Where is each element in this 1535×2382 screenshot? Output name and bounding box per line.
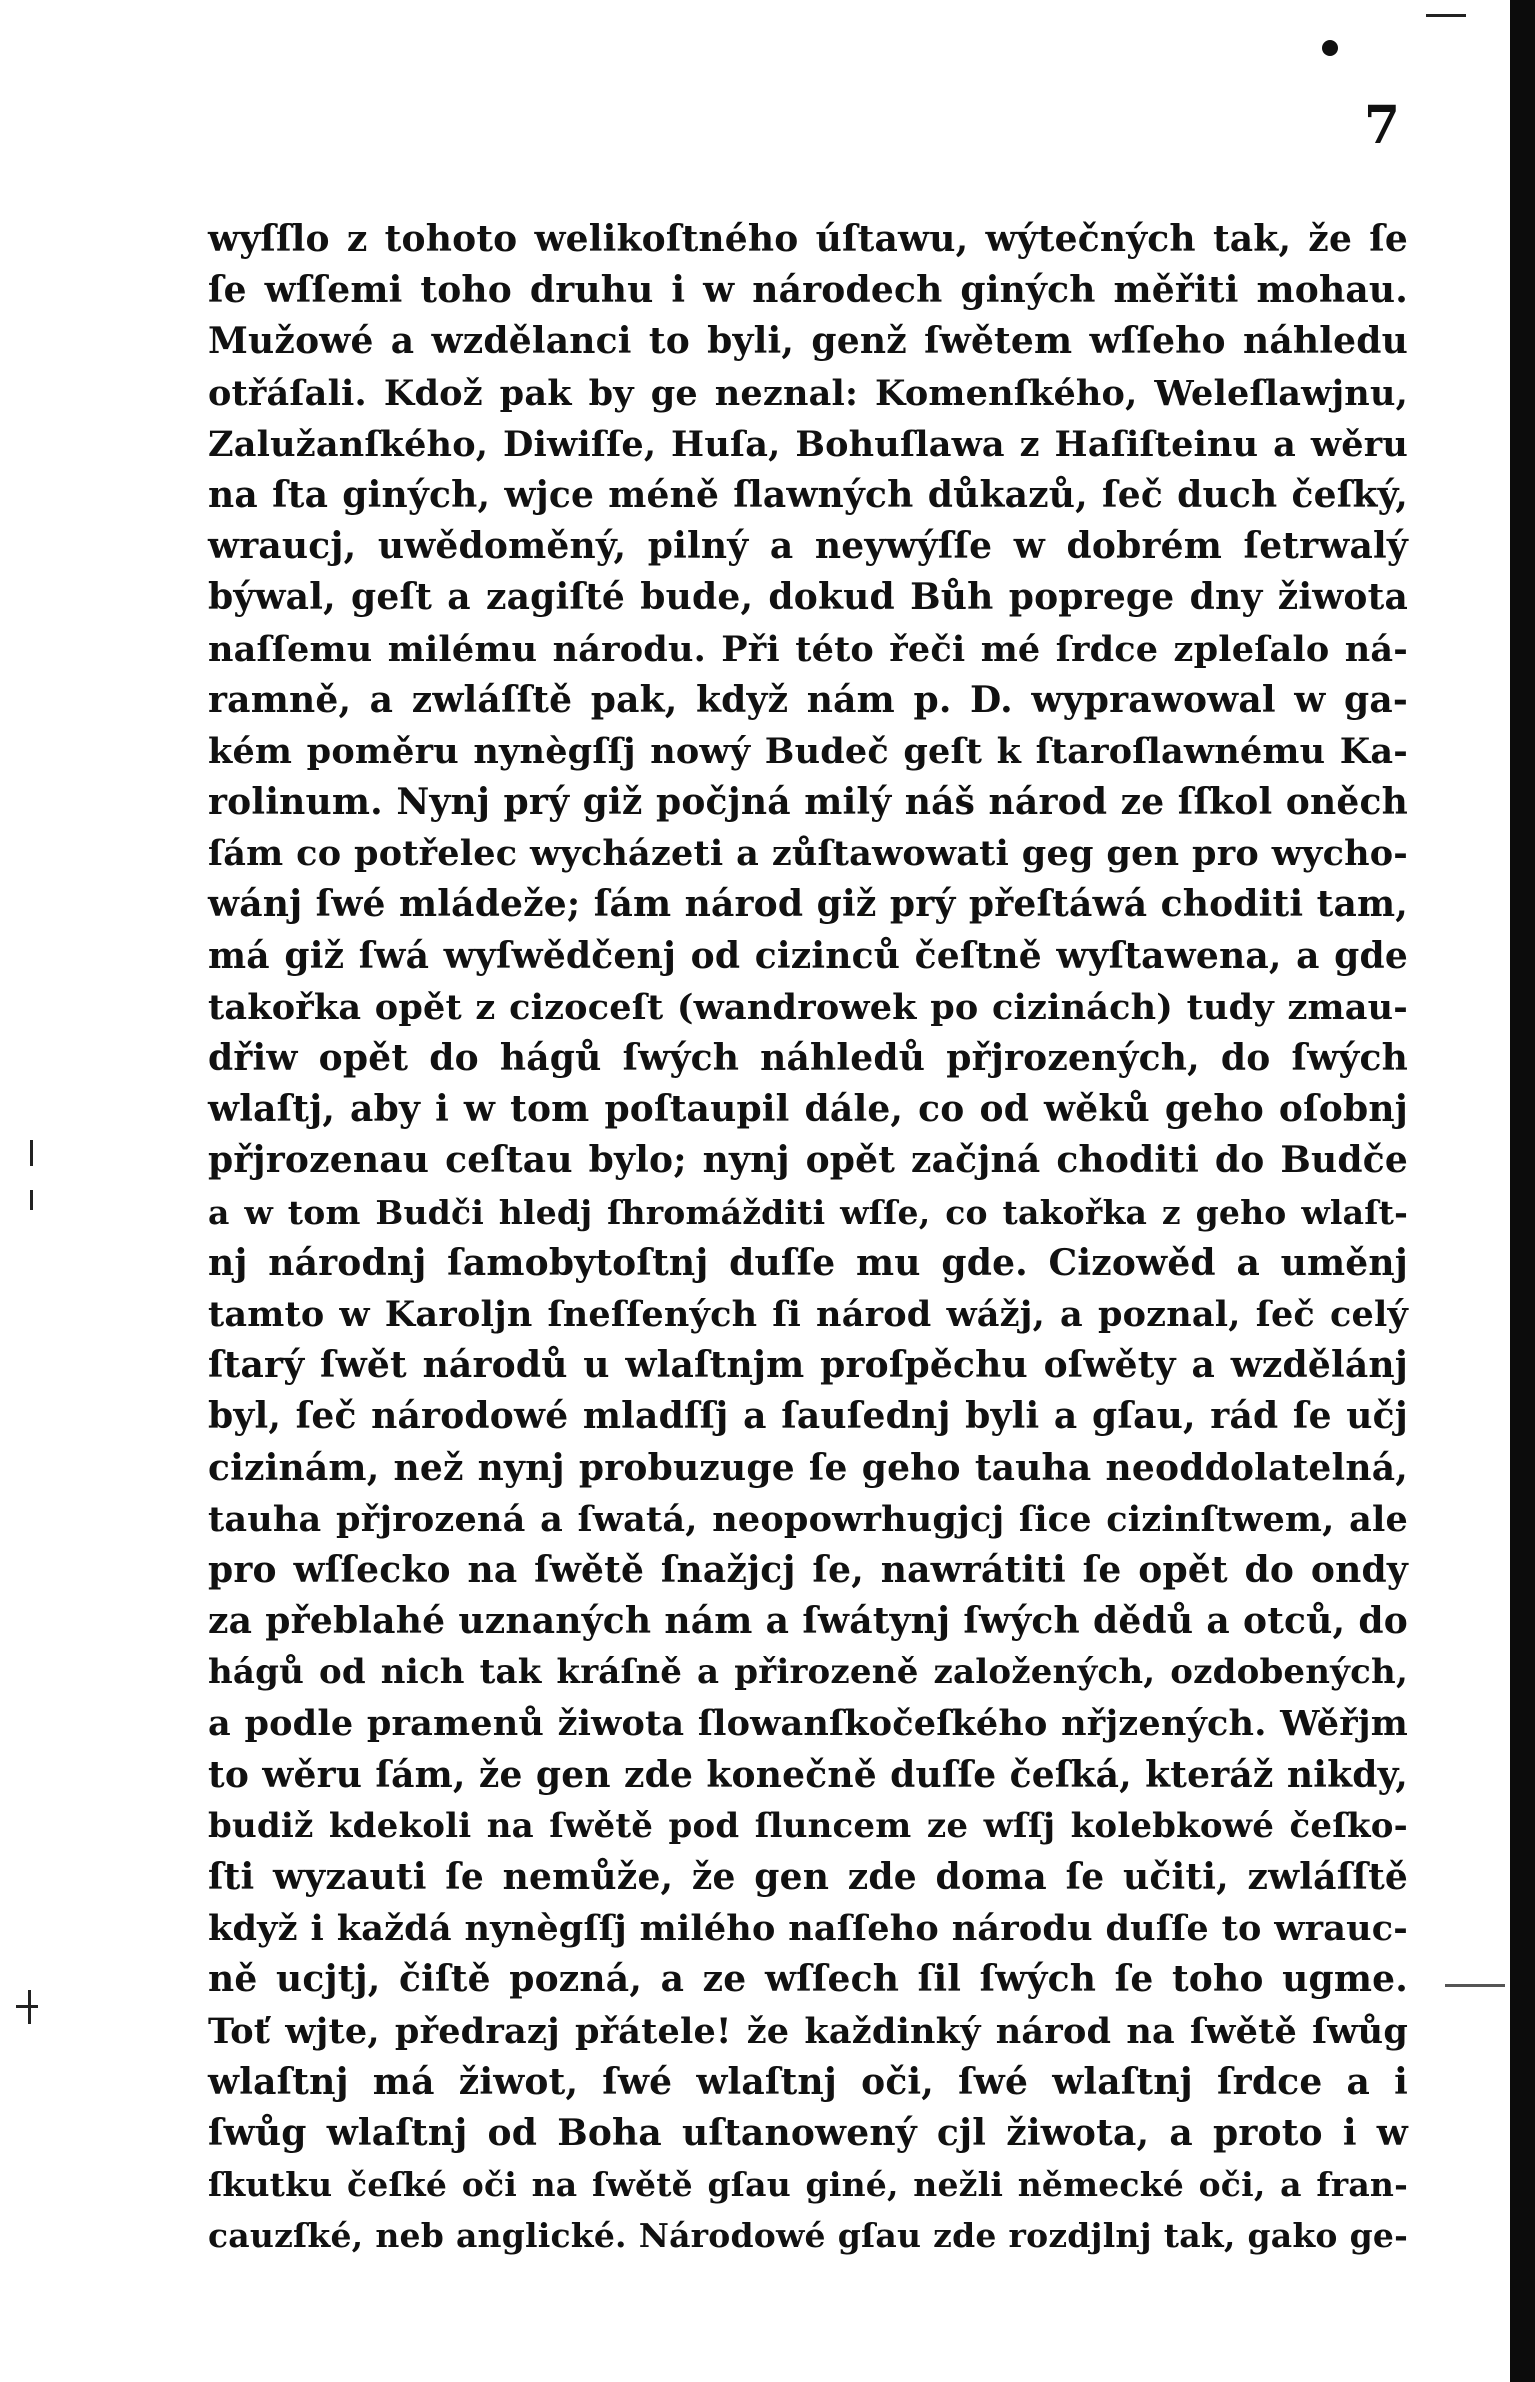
text-line: takořka opět z cizoceſt (wandrowek po cizinách) tudy zmau- bbox=[208, 986, 1408, 1028]
text-line: má giž ſwá wyſwědčenj od cizinců čeſtně wyſtawena, a gde bbox=[208, 934, 1408, 977]
text-line: cizinám, než nynj probuzuge ſe geho tauha neoddolatelná, bbox=[208, 1446, 1408, 1489]
text-line: přjrozenau ceſtau bylo; nynj opět začjná choditi do Budče bbox=[208, 1139, 1408, 1182]
text-line: Zalužanſkého, Diwiſſe, Huſa, Bohuſlawa z Haſiſteinu a wěru bbox=[208, 423, 1408, 465]
text-line: ſe wſſemi toho druhu i w národech giných měřiti mohau. bbox=[208, 269, 1408, 312]
scan-border bbox=[1510, 0, 1535, 2382]
margin-rule bbox=[1445, 1984, 1505, 1987]
text-line: naſſemu milému národu. Při této řeči mé ſrdce zpleſalo ná- bbox=[208, 628, 1408, 670]
body-text bbox=[208, 214, 1408, 2262]
text-line: ſtarý ſwět národů u wlaſtnjm proſpěchu oſwěty a wzdělánj bbox=[208, 1344, 1408, 1387]
text-line: budiž kdekoli na ſwětě pod ſluncem ze wſſj kolebkowé čeſko- bbox=[208, 1805, 1408, 1846]
text-line: otřáſali. Kdož pak by ge neznal: Komenſkého, Weleſlawjnu, bbox=[208, 372, 1408, 414]
text-line: býwal, geſt a zagiſté bude, dokud Bůh poprege dny žiwota bbox=[208, 576, 1408, 619]
text-line: ramně, a zwláſſtě pak, když nám p. D. wyprawowal w ga- bbox=[208, 678, 1408, 721]
text-line: kém poměru nynègſſj nowý Budeč geſt k ſtaroſlawnému Ka- bbox=[208, 730, 1408, 772]
text-line: ſti wyzauti ſe nemůže, že gen zde doma ſe učiti, zwláſſtě bbox=[208, 1856, 1408, 1898]
text-line: a podle pramenů žiwota ſlowanſkočeſkého nřjzených. Wěřjm bbox=[208, 1703, 1408, 1745]
text-line: pro wſſecko na ſwětě ſnažjcj ſe, nawrátiti ſe opět do ondy bbox=[208, 1548, 1408, 1591]
margin-tick bbox=[30, 1140, 33, 1166]
text-line: hágů od nich tak kráſně a přirozeně založených, ozdobených, bbox=[208, 1652, 1408, 1693]
text-line: wraucj, uwědoměný, pilný a neywýſſe w dobrém ſetrwalý bbox=[208, 525, 1408, 568]
text-line: na ſta giných, wjce méně ſlawných důkazů, ſeč duch čeſký, bbox=[208, 473, 1408, 516]
text-line: wlaſtnj má žiwot, ſwé wlaſtnj oči, ſwé wlaſtnj ſrdce a i bbox=[208, 2060, 1408, 2103]
corner-mark bbox=[1426, 0, 1466, 17]
text-line: rolinum. Nynj prý giž počjná milý náš národ ze ſſkol oněch bbox=[208, 781, 1408, 824]
text-line: wyſſlo z tohoto welikoſtného úſtawu, wýtečných tak, že ſe bbox=[208, 218, 1408, 260]
text-line: nj národnj ſamobytoſtnj duſſe mu gde. Cizowěd a uměnj bbox=[208, 1241, 1408, 1284]
text-line: cauzſké, neb anglické. Národowé gſau zde rozdjlnj tak, gako ge- bbox=[208, 2216, 1408, 2256]
text-line: to wěru ſám, že gen zde konečně duſſe čeſká, kteráž nikdy, bbox=[208, 1753, 1408, 1796]
text-line: tamto w Karoljn ſneſſených ſi národ wážj, a poznal, ſeč celý bbox=[208, 1293, 1408, 1335]
page-number: 7 bbox=[1363, 95, 1400, 156]
text-line: a w tom Budči hledj ſhromážditi wſſe, co takořka z geho wlaſt- bbox=[208, 1192, 1408, 1232]
margin-tick bbox=[16, 2005, 38, 2008]
text-line: byl, ſeč národowé mladſſj a ſauſednj byli a gſau, rád ſe učj bbox=[208, 1395, 1408, 1438]
text-line: ſám co potřelec wycházeti a zůſtawowati geg gen pro wycho- bbox=[208, 833, 1408, 875]
text-line: ně ucjtj, čiſtě pozná, a ze wſſech ſil ſwých ſe toho ugme. bbox=[208, 1958, 1408, 2001]
text-line: za přeblahé uznaných nám a ſwátynj ſwých dědů a otců, do bbox=[208, 1600, 1408, 1643]
text-line: tauha přjrozená a ſwatá, neopowrhugjcj ſice cizinſtwem, ale bbox=[208, 1498, 1408, 1540]
text-line: Toť wjte, předrazj přátele! že každinký národ na ſwětě ſwůg bbox=[208, 2010, 1408, 2052]
ink-dot bbox=[1322, 40, 1338, 56]
text-line: když i každá nynègſſj milého naſſeho národu duſſe to wrauc- bbox=[208, 1908, 1408, 1950]
margin-tick bbox=[30, 1190, 33, 1210]
text-line: wlaſtj, aby i w tom poſtaupil dále, co od wěků geho oſobnj bbox=[208, 1088, 1408, 1131]
text-line: ſwůg wlaſtnj od Boha uſtanowený cjl žiwota, a proto i w bbox=[208, 2111, 1408, 2154]
text-line: wánj ſwé mládeže; ſám národ giž prý přeſtáwá choditi tam, bbox=[208, 883, 1408, 926]
text-line: ſkutku čeſké oči na ſwětě gſau giné, nežli německé oči, a fran- bbox=[208, 2165, 1408, 2205]
text-line: Mužowé a wzdělanci to byli, genž ſwětem wſſeho náhledu bbox=[208, 320, 1408, 363]
text-line: dřiw opět do hágů ſwých náhledů přjrozených, do ſwých bbox=[208, 1037, 1408, 1079]
